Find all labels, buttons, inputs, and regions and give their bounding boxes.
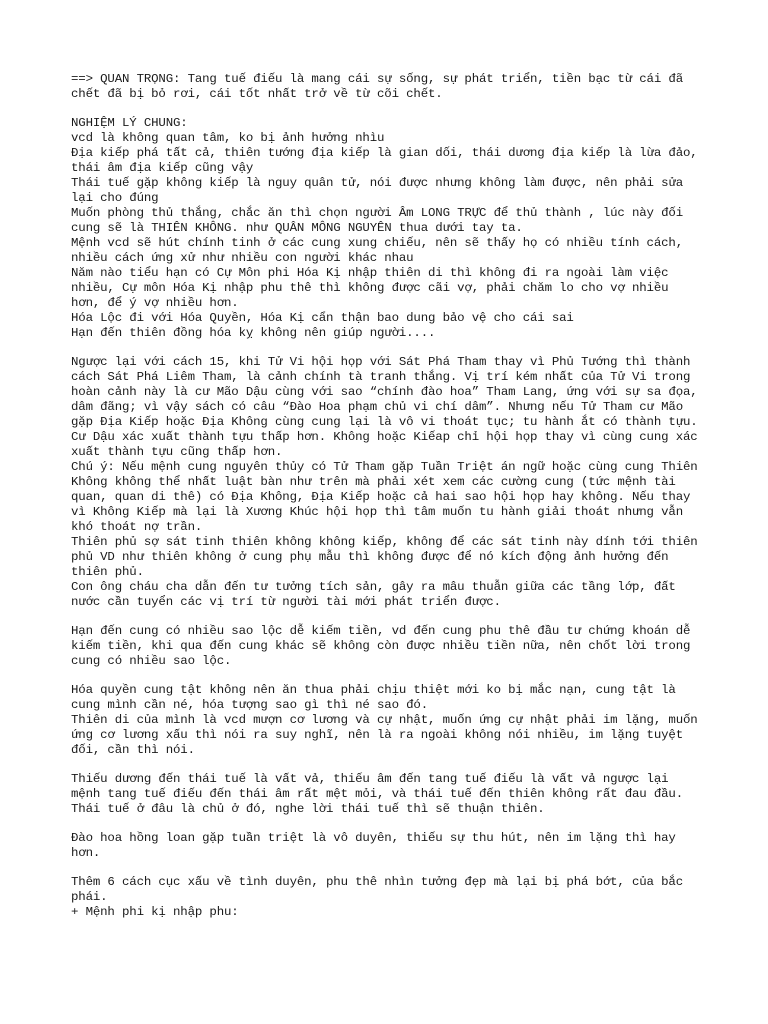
- text-line: vcd là không quan tâm, ko bị ảnh hưởng nhìu: [71, 131, 385, 145]
- text-line: Thiên di của mình là vcd mượn cơ lương và cự nhật, muốn ứng cự nhật phải im lặng, muốn ứng cơ lương xấu thì nói ra suy nghĩ, nên là ra ngoài không nói nhiều, im lặng tuyệt đối, cần thì nói.: [71, 713, 698, 757]
- paragraph: [71, 116, 701, 341]
- text-line: Chú ý: Nếu mệnh cung nguyên thủy có Tử Tham gặp Tuần Triệt án ngữ hoặc cùng cung Thiên Không không thể nhất luật bàn như trên mà phải xét xem các cường cung (tức mệnh tài quan, quan di thê) có Địa Không, Địa Kiếp hoặc cả hai sao hội họp hay không. Nếu thay vì Không Kiếp mà lại là Xương Khúc hội họp thì tâm muốn tu hành giải thoát nhưng vẫn khó thoát nợ trần.: [71, 460, 698, 534]
- text-line: Hóa quyền cung tật không nên ăn thua phải chịu thiệt mới ko bị mắc nạn, cung tật là cung mình cần né, hóa tượng sao gì thì né sao đó.: [71, 683, 676, 712]
- text-line: Đào hoa hồng loan gặp tuần triệt là vô duyên, thiếu sự thu hút, nên im lặng thì hay hơn.: [71, 831, 676, 860]
- paragraph: [71, 683, 701, 758]
- text-line: Thái tuế gặp không kiếp là nguy quân tử, nói được nhưng không làm được, nên phải sửa lại cho đúng: [71, 176, 683, 205]
- paragraph: [71, 772, 701, 817]
- text-line: NGHIỆM LÝ CHUNG:: [71, 116, 188, 130]
- text-line: Hóa Lộc đi với Hóa Quyền, Hóa Kị cẩn thận bao dung bảo vệ cho cái sai: [71, 311, 574, 325]
- paragraph: [71, 875, 701, 920]
- text-line: Hạn đến cung có nhiều sao lộc dễ kiếm tiền, vd đến cung phu thê đầu tư chứng khoán dễ kiếm tiền, khi qua đến cung khác sẽ không còn được nhiều tiền nữa, nên chốt lời trong cung có nhiều sao lộc.: [71, 624, 691, 668]
- text-line: Thiên phủ sợ sát tinh thiên không không kiếp, không để các sát tinh này dính tới thiên phủ VD như thiên không ở cung phụ mẫu thì không được để nó kích động ảnh hưởng đến thiên phủ.: [71, 535, 698, 579]
- text-line: ==> QUAN TRỌNG: Tang tuế điếu là mang cái sự sống, sự phát triển, tiền bạc từ cái đã chết đã bị bỏ rơi, cái tốt nhất trở về từ cõi chết.: [71, 72, 683, 101]
- paragraph: [71, 624, 701, 669]
- text-line: Thiếu dương đến thái tuế là vất vả, thiếu âm đến tang tuế điếu là vất vả ngược lại mệnh tang tuế điếu đến thái âm rất mệt mỏi, và thái tuế đến thiên không rất đau đầu.: [71, 772, 683, 801]
- text-line: Con ông cháu cha dẫn đến tư tưởng tích sản, gây ra mâu thuẫn giữa các tầng lớp, đất nước cần tuyển các vị trí từ người tài mới phát triển được.: [71, 580, 676, 609]
- text-line: Thái tuế ở đâu là chủ ở đó, nghe lời thái tuế thì sẽ thuận thiên.: [71, 802, 545, 816]
- paragraph: [71, 355, 701, 610]
- text-line: Ngược lại với cách 15, khi Tử Vi hội họp với Sát Phá Tham thay vì Phủ Tướng thì thành cách Sát Phá Liêm Tham, là cảnh chính tà tranh thắng. Vị trí kém nhất của Tử Vi trong hoàn cảnh này là cư Mão Dậu cùng với sao “chính đào hoa” Tham Lang, ứng với sự sa đọa, dâm đãng; vì vậy sách có câu “Đào Hoa phạm chủ vi chí dâm”. Nhưng nếu Tử Tham cư Mão gặp Địa Kiếp hoặc Địa Không cùng cung lại là vô vi thoát tục; tu hành ắt có thành tựu. Cư Dậu xác xuất thành tựu thấp hơn. Không hoặc Kiếap chỉ hội họp thay vì cùng cung xác xuất thành tựu cũng thấp hơn.: [71, 355, 698, 459]
- text-line: Thêm 6 cách cục xấu về tình duyên, phu thê nhìn tưởng đẹp mà lại bị phá bớt, của bắc phái.: [71, 875, 683, 904]
- document-page: [71, 72, 701, 934]
- text-line: + Mệnh phi kị nhập phu:: [71, 905, 239, 919]
- text-line: Năm nào tiểu hạn có Cự Môn phi Hóa Kị nhập thiên di thì không đi ra ngoài làm việc nhiều, Cự môn Hóa Kị nhập phu thê thì không được cãi vợ, phải chăm lo cho vợ nhiều hơn, để ý vợ nhiều hơn.: [71, 266, 669, 310]
- text-line: Địa kiếp phá tất cả, thiên tướng địa kiếp là gian dối, thái dương địa kiếp là lừa đảo, thái âm địa kiếp cũng vậy: [71, 146, 698, 175]
- paragraph: [71, 831, 701, 861]
- text-line: Muốn phòng thủ thắng, chắc ăn thì chọn người Âm LONG TRỰC để thủ thành , lúc này đối cung sẽ là THIÊN KHÔNG. như QUÂN MÔNG NGUYÊN thua dưới tay ta.: [71, 206, 683, 235]
- text-line: Hạn đến thiên đồng hóa kỵ không nên giúp người....: [71, 326, 436, 340]
- text-line: Mệnh vcd sẽ hút chính tinh ở các cung xung chiếu, nên sẽ thấy họ có nhiều tính cách, nhiều cách ứng xử như nhiều con người khác nhau: [71, 236, 683, 265]
- paragraph: [71, 72, 701, 102]
